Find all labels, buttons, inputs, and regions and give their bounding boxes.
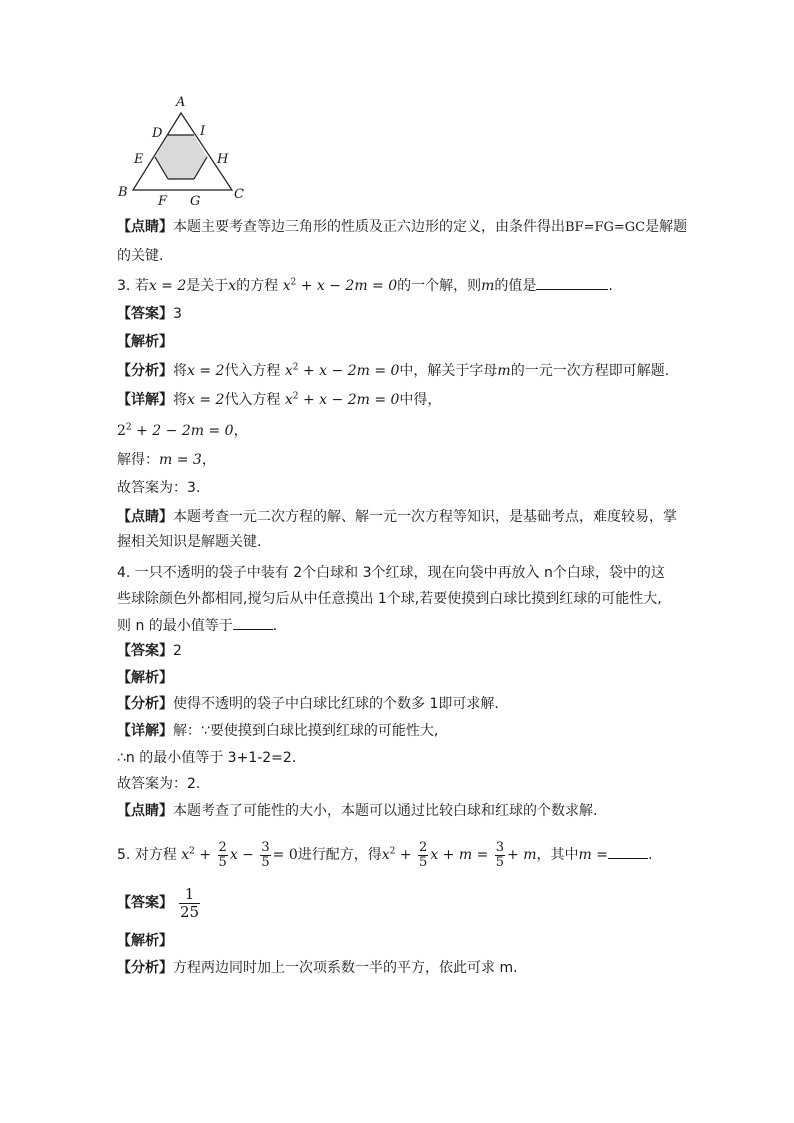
- dianjing-tag: 【点睛】: [117, 509, 173, 525]
- q4-final: [117, 774, 200, 794]
- math: x: [381, 847, 390, 863]
- math: + x − 2m = 0: [302, 363, 400, 379]
- fraction: [218, 841, 228, 870]
- q3-fenxi: 【分析】将x = 2代入方程 $x^2 + x - 2m = 0$中，解关于字母m的一元一次方程即可解题.: [117, 362, 670, 379]
- math: x = 2: [187, 363, 225, 379]
- answer-tag: 【答案】: [117, 895, 173, 911]
- math: m: [481, 278, 495, 294]
- q3-step1: $2^2 + 2 - 2m = 0$，: [117, 422, 248, 439]
- math: x: [284, 392, 293, 408]
- numerator: 3: [495, 839, 505, 855]
- text: 的一元一次方程即可解题.: [510, 363, 670, 379]
- text: 中，解关于字母: [399, 363, 498, 379]
- triangle-hexagon-figure: [110, 90, 270, 210]
- math: x: [228, 278, 237, 294]
- p2-dianjing-line1: [117, 217, 687, 238]
- text: 使得不透明的袋子中白球比红球的个数多 1即可求解.: [173, 696, 499, 712]
- text: 中得，: [399, 392, 442, 408]
- denominator: 5: [218, 854, 227, 870]
- text: 的方程: [236, 278, 279, 294]
- q3-stem: 3. 若x = 2是关于x的方程 $x^2 + x - 2m = 0$的一个解，则m的值是 .: [117, 275, 613, 296]
- text: ，: [201, 452, 216, 468]
- q5-stem: 5. 对方程 $x^2$ + $\frac{2}{5}$ x − $\frac{3}{5}$ = 0进行配方，得$x^2$ + $\frac{2}{5}$ x + m = $\frac{3}{5}$ + m，其中m = .: [117, 839, 653, 870]
- q5-jiexi: [117, 931, 173, 951]
- fraction: [260, 841, 270, 870]
- q4-xiangjie: [117, 721, 438, 741]
- q4-stem-line2: [117, 589, 662, 609]
- fenxi-tag: 【分析】: [117, 363, 173, 379]
- q5-fenxi: [117, 958, 518, 978]
- q4-stem-line3: [117, 615, 277, 636]
- label-e: E: [134, 152, 144, 167]
- answer-tag: 【答案】: [117, 643, 173, 659]
- math: x: [430, 847, 439, 863]
- numerator: 1: [184, 884, 195, 903]
- math: 2: [117, 423, 126, 439]
- label-f: F: [158, 194, 168, 209]
- jiexi-tag: 【解析】: [117, 334, 173, 350]
- text: 解得：: [117, 452, 159, 468]
- xiangjie-tag: 【详解】: [117, 392, 173, 408]
- text: ∴n 的最小值等于 3+1-2=2.: [117, 750, 297, 766]
- math: x = 2: [187, 392, 225, 408]
- fenxi-tag: 【分析】: [117, 696, 173, 712]
- label-g: G: [190, 194, 201, 209]
- numerator: 3: [261, 839, 270, 855]
- math: x: [282, 278, 291, 294]
- text: 握相关知识是解题关键.: [117, 534, 262, 550]
- label-b: B: [118, 185, 128, 200]
- q5-answer: [117, 883, 202, 923]
- text: 的一个解，则: [397, 278, 482, 294]
- math: m =: [578, 847, 608, 863]
- q4-dianjing: [117, 801, 597, 821]
- fraction: [495, 841, 505, 870]
- text: 将: [173, 392, 187, 408]
- text: 代入方程: [224, 363, 281, 379]
- q3-xiangjie: 【详解】将x = 2代入方程 $x^2 + x - 2m = 0$中得，: [117, 391, 442, 408]
- text: 解：∵要使摸到白球比摸到红球的可能性大,: [173, 723, 439, 739]
- text: 则 n 的最小值等于: [117, 618, 233, 634]
- math: x = 2: [148, 278, 187, 294]
- text: .: [647, 847, 653, 863]
- denominator: 5: [419, 854, 428, 870]
- q4-jiexi: [117, 668, 173, 688]
- math: + m =: [442, 847, 489, 863]
- question-number: 5.: [117, 847, 131, 863]
- text: 进行配方，得: [297, 847, 382, 863]
- code-text: BF=FG=GC: [565, 220, 646, 235]
- dianjing-tag: 【点睛】: [117, 219, 173, 235]
- q4-step: [117, 748, 296, 768]
- math: + 2 − 2m = 0: [136, 423, 234, 439]
- math: + x − 2m = 0: [300, 278, 398, 294]
- text: .: [608, 278, 613, 294]
- label-c: C: [234, 187, 244, 202]
- text: 本题考查了可能性的大小，本题可以通过比较白球和红球的个数求解.: [173, 803, 598, 819]
- text: 的值是: [494, 278, 537, 294]
- q4-stem-line1: [117, 563, 665, 583]
- denominator: 5: [261, 854, 270, 870]
- math: x: [181, 847, 190, 863]
- text: 本题考查一元二次方程的解、解一元一次方程等知识，是基础考点，难度较易，掌: [173, 509, 677, 525]
- q3-solve: [117, 450, 216, 470]
- text: ，: [233, 423, 248, 439]
- question-number: 3.: [117, 278, 131, 294]
- denominator: 5: [495, 854, 505, 870]
- math: + x − 2m = 0: [302, 392, 400, 408]
- q3-final: [117, 478, 200, 498]
- text: 若: [134, 278, 149, 294]
- q3-answer: [117, 304, 182, 324]
- text: 故答案为：2.: [117, 776, 201, 792]
- text: 的关键.: [117, 248, 164, 264]
- jiexi-tag: 【解析】: [117, 933, 173, 949]
- text: 对方程: [134, 847, 177, 863]
- p2-dianjing-line2: [117, 246, 163, 266]
- answer-blank[interactable]: [536, 275, 608, 290]
- answer-blank[interactable]: [608, 844, 648, 859]
- text: .: [272, 618, 278, 634]
- text: 4. 一只不透明的袋子中装有 2个白球和 3个红球，现在向袋中再放入 n个白球，袋中的这: [117, 565, 665, 581]
- answer-blank[interactable]: [233, 615, 273, 630]
- q3-jiexi: [117, 332, 173, 352]
- math: + m: [507, 847, 537, 863]
- text: 代入方程: [224, 392, 281, 408]
- math: x: [284, 363, 293, 379]
- math: m: [497, 363, 511, 379]
- math: x: [229, 847, 238, 863]
- fenxi-tag: 【分析】: [117, 960, 173, 976]
- text: ，其中: [536, 847, 579, 863]
- denominator: 25: [180, 902, 200, 921]
- numerator: 2: [419, 839, 428, 855]
- answer-tag: 【答案】: [117, 306, 173, 322]
- answer-value: 2: [173, 643, 182, 659]
- jiexi-tag: 【解析】: [117, 670, 173, 686]
- text: 方程两边同时加上一次项系数一半的平方，依此可求 m.: [173, 960, 518, 976]
- label-d: D: [152, 126, 163, 141]
- text: 是关于: [186, 278, 229, 294]
- label-h: H: [217, 152, 229, 167]
- dianjing-tag: 【点睛】: [117, 803, 173, 819]
- numerator: 2: [218, 839, 227, 855]
- text: 故答案为：3.: [117, 480, 201, 496]
- q4-answer: [117, 641, 182, 661]
- answer-fraction: [179, 886, 200, 921]
- fraction: [418, 841, 428, 870]
- label-a: A: [176, 95, 186, 110]
- answer-value: 3: [173, 306, 182, 322]
- math: = 0: [272, 847, 298, 863]
- text: 本题主要考查等边三角形的性质及正六边形的定义，由条件得出: [173, 219, 565, 235]
- q3-dianjing-line2: [117, 532, 261, 552]
- text: 将: [173, 363, 187, 379]
- text: 是解题: [645, 219, 688, 235]
- q4-fenxi: [117, 694, 499, 714]
- label-i: I: [200, 124, 206, 139]
- q3-dianjing-line1: [117, 507, 677, 527]
- math: m = 3: [159, 452, 202, 468]
- xiangjie-tag: 【详解】: [117, 723, 173, 739]
- text: 些球除颜色外都相同,搅匀后从中任意摸出 1个球,若要使摸到白球比摸到红球的可能性大,: [117, 591, 662, 607]
